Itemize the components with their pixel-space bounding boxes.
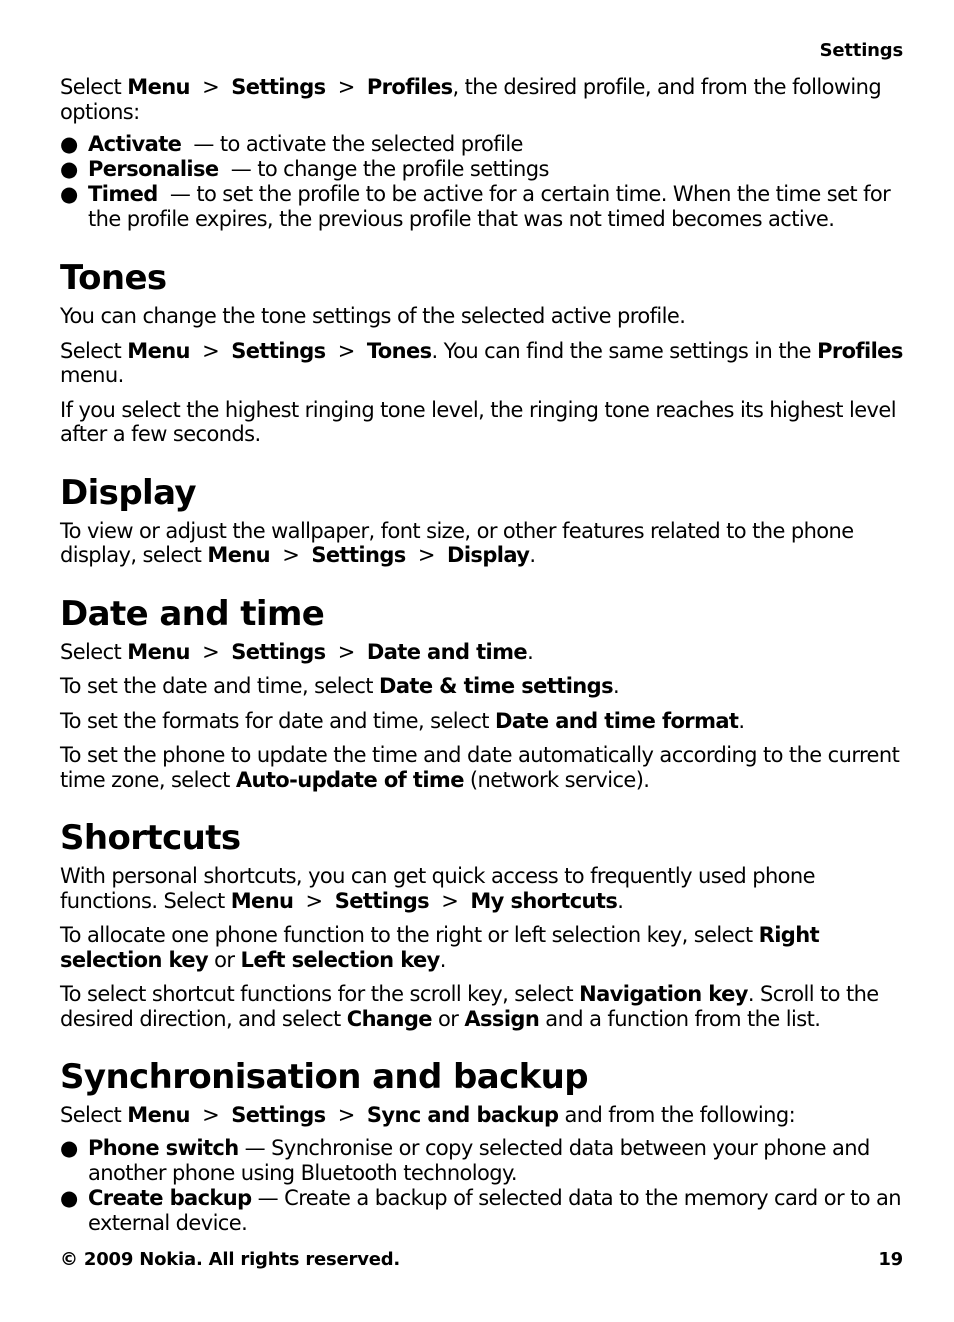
- menu-path-profiles: Profiles: [366, 75, 453, 99]
- option-description: — to change the profile settings: [224, 157, 549, 181]
- tones-paragraph-3: If you select the highest ringing tone level, the ringing tone reaches its highest level after a few seconds.: [60, 397, 896, 446]
- datetime-text: To set the date and time, select: [60, 674, 373, 698]
- list-item: [60, 1186, 903, 1236]
- option-term: Timed: [88, 182, 158, 206]
- profiles-intro: [60, 75, 903, 124]
- path-separator: >: [202, 1103, 220, 1127]
- menu-path-date-time: Date and time: [366, 639, 528, 664]
- path-separator: >: [282, 543, 300, 567]
- period: .: [527, 639, 534, 664]
- menu-path-tones: Tones: [366, 338, 432, 363]
- menu-path-profiles: Profiles: [817, 338, 903, 363]
- option-date-time-settings: Date & time settings: [378, 674, 613, 698]
- datetime-end-text: (network service).: [463, 767, 650, 792]
- option-right-selection-key: Right selection key: [60, 923, 820, 972]
- bullet-icon: ●: [60, 1135, 78, 1160]
- period: .: [612, 674, 620, 698]
- period: .: [529, 543, 536, 567]
- path-separator: >: [202, 75, 220, 99]
- period: .: [617, 888, 624, 913]
- menu-path-menu: Menu: [127, 639, 190, 664]
- option-auto-update-time: Auto-update of time: [235, 767, 464, 792]
- section-heading-display: Display: [60, 472, 196, 513]
- menu-path-display: Display: [446, 543, 530, 567]
- text-select: Select: [60, 75, 122, 99]
- menu-path-settings: Settings: [231, 639, 326, 664]
- section-heading-tones: Tones: [60, 258, 167, 298]
- text-select: Select: [60, 1103, 122, 1127]
- option-date-time-format: Date and time format: [495, 708, 739, 733]
- bullet-icon: ●: [60, 182, 78, 206]
- option-description: — to set the profile to be active for a certain time. When the time set for the profile expires, the previous profile that was not timed becomes active.: [88, 182, 891, 231]
- menu-path-settings: Settings: [311, 543, 406, 567]
- conjunction: or: [431, 1006, 465, 1031]
- manual-page: [60, 0, 903, 1322]
- tones-paragraph-1: You can change the tone settings of the selected active profile.: [60, 304, 686, 328]
- shortcuts-end-text: and a function from the list.: [539, 1006, 821, 1031]
- sync-paragraph-1: [60, 1103, 903, 1128]
- display-paragraph-1: [60, 519, 903, 568]
- path-separator: >: [337, 75, 355, 99]
- shortcuts-text: To select shortcut functions for the scroll key, select: [60, 982, 574, 1006]
- text-select: Select: [60, 639, 122, 664]
- menu-path-menu: Menu: [230, 888, 294, 913]
- shortcuts-text: With personal shortcuts, you can get quick access to frequently used phone functions. Select: [60, 864, 815, 913]
- copyright-notice: © 2009 Nokia. All rights reserved.: [60, 1249, 401, 1270]
- bullet-icon: ●: [60, 132, 78, 156]
- list-item: [60, 182, 903, 232]
- option-change: Change: [346, 1006, 432, 1031]
- path-separator: >: [337, 1103, 355, 1127]
- menu-path-menu: Menu: [127, 75, 190, 99]
- datetime-paragraph-3: [60, 709, 903, 734]
- path-separator: >: [441, 888, 459, 913]
- shortcuts-text: To allocate one phone function to the right or left selection key, select: [60, 923, 753, 947]
- datetime-text: To set the formats for date and time, select: [60, 708, 489, 733]
- datetime-paragraph-2: [60, 674, 903, 699]
- running-header: Settings: [819, 40, 903, 61]
- text-select: Select: [60, 338, 122, 363]
- menu-path-menu: Menu: [127, 1103, 190, 1127]
- list-item: [60, 157, 903, 182]
- datetime-paragraph-1: [60, 640, 903, 665]
- list-item: [60, 1136, 903, 1186]
- menu-path-settings: Settings: [231, 338, 326, 363]
- period: .: [439, 947, 446, 972]
- conjunction: or: [208, 947, 241, 972]
- display-text: To view or adjust the wallpaper, font size, or other features related to the phone display, select: [60, 518, 854, 567]
- path-separator: >: [337, 639, 355, 664]
- shortcuts-paragraph-2: [60, 923, 903, 972]
- shortcuts-paragraph-3: [60, 982, 903, 1031]
- option-navigation-key: Navigation key: [579, 982, 748, 1006]
- profiles-intro-rest: , the desired profile, and from the following options:: [60, 75, 882, 124]
- tones-end-text: menu.: [60, 363, 124, 387]
- tones-paragraph-2: [60, 339, 903, 388]
- menu-path-sync-backup: Sync and backup: [366, 1103, 559, 1127]
- menu-path-menu: Menu: [207, 543, 271, 567]
- bullet-icon: ●: [60, 1185, 78, 1210]
- section-heading-sync-backup: Synchronisation and backup: [60, 1057, 589, 1097]
- menu-path-settings: Settings: [231, 1103, 326, 1127]
- menu-path-menu: Menu: [127, 338, 190, 363]
- option-description: — to activate the selected profile: [187, 132, 523, 156]
- shortcuts-paragraph-1: [60, 864, 903, 913]
- path-separator: >: [202, 639, 220, 664]
- option-term: Create backup: [88, 1185, 252, 1210]
- period: .: [738, 708, 745, 733]
- option-term: Personalise: [88, 157, 219, 181]
- section-heading-shortcuts: Shortcuts: [60, 818, 241, 858]
- path-separator: >: [202, 338, 220, 363]
- menu-path-my-shortcuts: My shortcuts: [470, 888, 618, 913]
- list-item: [60, 132, 903, 157]
- sync-end-text: and from the following:: [558, 1103, 796, 1127]
- sync-options-list: [60, 1136, 903, 1236]
- bullet-icon: ●: [60, 157, 78, 181]
- tones-mid-text: . You can find the same settings in the: [431, 338, 811, 363]
- page-content: [60, 75, 903, 1236]
- datetime-paragraph-4: [60, 743, 903, 792]
- shortcuts-mid-text: . Scroll to the desired direction, and select: [60, 982, 879, 1031]
- menu-path-settings: Settings: [334, 888, 430, 913]
- page-number: 19: [878, 1249, 903, 1270]
- profile-options-list: [60, 132, 903, 232]
- section-heading-date-time: Date and time: [60, 593, 325, 634]
- menu-path-settings: Settings: [231, 75, 326, 99]
- datetime-text: To set the phone to update the time and date automatically according to the current time zone, select: [60, 743, 900, 792]
- option-description: — Create a backup of selected data to the memory card or to an external device.: [88, 1185, 902, 1235]
- option-term: Phone switch: [88, 1135, 239, 1160]
- option-assign: Assign: [464, 1006, 540, 1031]
- path-separator: >: [337, 338, 355, 363]
- option-term: Activate: [88, 132, 182, 156]
- option-left-selection-key: Left selection key: [240, 947, 440, 972]
- option-description: — Synchronise or copy selected data between your phone and another phone using Bluetooth technology.: [88, 1135, 870, 1185]
- path-separator: >: [417, 543, 435, 567]
- path-separator: >: [305, 888, 323, 913]
